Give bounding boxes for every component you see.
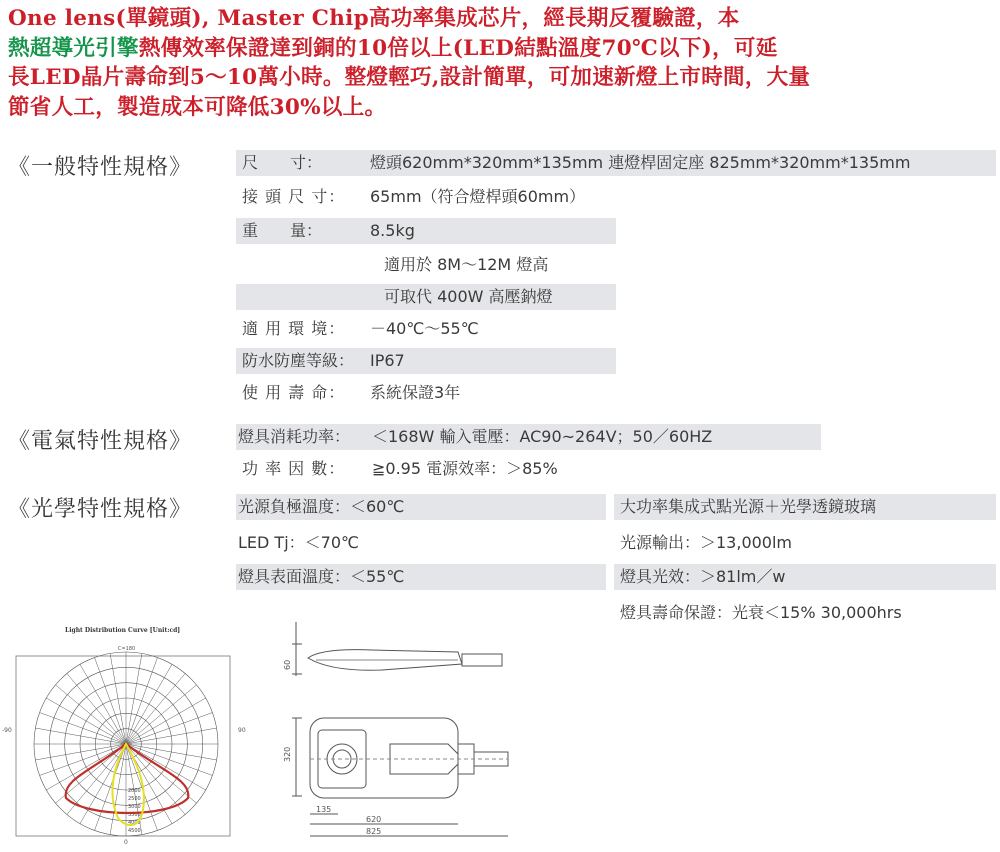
chart-ring-labels — [128, 788, 141, 834]
spec-value: 8.5kg — [370, 221, 415, 240]
intro-paragraph — [8, 4, 998, 122]
spec-value: 光源負極溫度：＜60℃ — [238, 497, 405, 516]
intro-line-2-highlight: 熱超導光引擎 — [8, 35, 139, 61]
optical-row-left-3 — [236, 564, 606, 590]
spec-row-lifetime — [236, 380, 616, 406]
distribution-curve-red — [66, 744, 189, 813]
spec-value: 65mm（符合燈桿頭60mm） — [370, 187, 586, 206]
spec-label: 防水防塵等級： — [242, 351, 355, 370]
spec-label: 尺 寸： — [242, 153, 323, 172]
spec-value: 燈具光效：＞81lm／w — [620, 567, 786, 586]
general-spec-title: 《一般特性規格》 — [8, 155, 193, 180]
spec-value: ≧0.95 電源效率：＞85% — [372, 459, 558, 478]
spec-value: 系統保證3年 — [370, 383, 461, 402]
spec-row-replace — [236, 284, 616, 310]
ring-label: 4500 — [128, 828, 141, 834]
ring-label: 3500 — [128, 812, 141, 818]
electrical-spec-title: 《電氣特性規格》 — [8, 429, 193, 454]
spec-label: 功 率 因 數： — [242, 459, 346, 478]
optical-row-left-2 — [236, 530, 606, 556]
chart-left-label: -90 — [2, 727, 12, 734]
optical-row-left-1 — [236, 494, 606, 520]
dim-135: 135 — [316, 805, 332, 814]
dim-height-top: 60 — [283, 659, 292, 670]
luminaire-technical-drawing — [262, 618, 524, 850]
spec-value: LED Tj：＜70℃ — [238, 533, 359, 552]
dim-825: 825 — [366, 827, 382, 836]
ring-label: 3000 — [128, 804, 141, 810]
optical-row-right-1 — [614, 494, 996, 520]
spec-row-ip — [236, 348, 616, 374]
spec-label: 重 量： — [242, 221, 323, 240]
spec-value: ＜168W 輸入電壓：AC90~264V；50／60HZ — [372, 427, 713, 446]
intro-line-2: 熱傳效率保證達到銅的10倍以上(LED結點溫度70℃以下)，可延 — [138, 35, 778, 61]
intro-line-1: One lens(單鏡頭), Master Chip高功率集成芯片，經長期反覆驗證，本 — [8, 6, 740, 31]
intro-line-3: 長LED晶片壽命到5～10萬小時。整燈輕巧,設計簡單，可加速新燈上市時間，大量 — [8, 65, 811, 90]
top-view — [292, 718, 508, 836]
chart-right-label: 90 — [238, 727, 246, 734]
spec-value: 燈具壽命保證：光衰＜15% 30,000hrs — [620, 603, 902, 622]
spec-value: 適用於 8M～12M 燈高 — [384, 255, 549, 274]
spec-row-power — [236, 424, 821, 450]
spec-row-dimensions — [236, 150, 996, 176]
spec-row-environment — [236, 316, 616, 342]
dim-620: 620 — [366, 815, 382, 824]
spec-row-power-factor — [236, 456, 821, 482]
ring-label: 2000 — [128, 788, 141, 794]
spec-value: 光源輸出：＞13,000lm — [620, 533, 793, 552]
dim-height-body: 320 — [283, 746, 292, 762]
spec-value: 可取代 400W 高壓鈉燈 — [384, 287, 553, 306]
chart-top-label: C=180 — [118, 646, 136, 652]
ring-label: 4000 — [128, 820, 141, 826]
spec-label: 適 用 環 境： — [242, 319, 346, 338]
optical-row-right-2 — [614, 530, 996, 556]
optical-row-right-3 — [614, 564, 996, 590]
spec-label: 使 用 壽 命： — [242, 383, 346, 402]
side-view — [292, 622, 502, 676]
spec-label: 燈具消耗功率： — [238, 427, 351, 446]
spec-label: 接 頭 尺 寸： — [242, 187, 346, 206]
spec-value: 大功率集成式點光源＋光學透鏡玻璃 — [620, 497, 877, 516]
light-distribution-chart — [0, 620, 262, 850]
ring-label: 2500 — [128, 796, 141, 802]
spec-value: 燈具表面溫度：＜55℃ — [238, 567, 405, 586]
spec-row-connector — [236, 184, 996, 210]
chart-title: Light Distribution Curve [Unit:cd] — [65, 627, 181, 634]
intro-line-4: 節省人工，製造成本可降低30%以上。 — [8, 94, 387, 120]
optical-row-right-4 — [614, 600, 996, 626]
spec-value: IP67 — [370, 351, 405, 370]
optical-spec-title: 《光學特性規格》 — [8, 497, 193, 522]
spec-row-height — [236, 252, 616, 278]
chart-bottom-label: 0 — [124, 839, 128, 846]
spec-row-weight — [236, 218, 616, 244]
spec-value: －40℃～55℃ — [370, 319, 479, 338]
spec-value: 燈頭620mm*320mm*135mm 連燈桿固定座 825mm*320mm*135mm — [370, 153, 911, 172]
